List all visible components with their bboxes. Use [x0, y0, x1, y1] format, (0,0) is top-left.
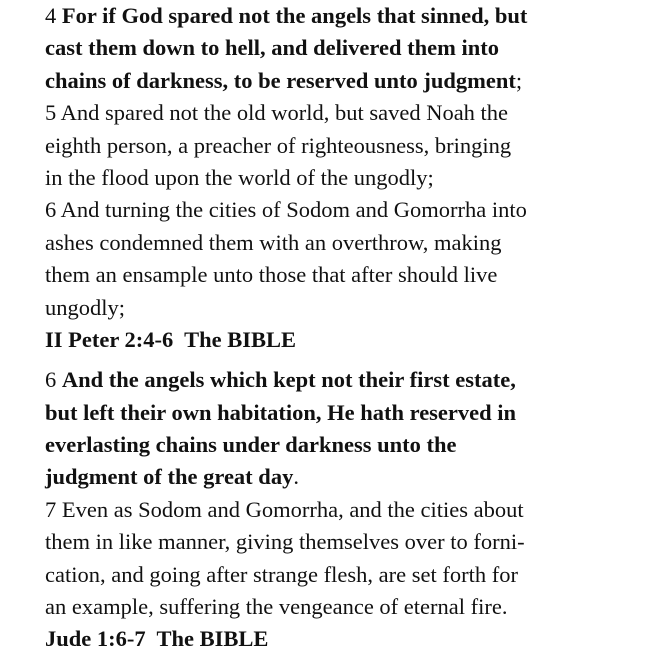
verse-line: cation, and going after strange flesh, are set forth for: [45, 561, 518, 587]
verse-line: them an ensample unto those that after should live: [45, 262, 498, 288]
verse-line: judgment of the great day.: [45, 464, 299, 490]
verse-line: everlasting chains under darkness unto the: [45, 432, 457, 458]
verse-line: 6 And turning the cities of Sodom and Gomorrha into: [45, 197, 527, 223]
verse-line: ashes condemned them with an overthrow, making: [45, 229, 502, 255]
verse-line: 5 And spared not the old world, but saved Noah the: [45, 100, 509, 126]
verse-line: ungodly;: [45, 294, 126, 320]
passage-spacer: [45, 356, 645, 364]
scripture-page: [45, 0, 645, 656]
verse-line: cast them down to hell, and delivered them into: [45, 35, 499, 61]
verse-line: eighth person, a preacher of righteousness, bringing: [45, 132, 512, 158]
verse-line: chains of darkness, to be reserved unto judgment;: [45, 67, 523, 93]
passage-reference: II Peter 2:4-6 The BIBLE: [45, 326, 297, 352]
passage-reference: Jude 1:6-7 The BIBLE: [45, 626, 269, 652]
passage-peter: [45, 0, 645, 356]
verse-line: but left their own habitation, He hath reserved in: [45, 399, 517, 425]
verse-line: 7 Even as Sodom and Gomorrha, and the cities about: [45, 496, 524, 522]
verse-line: 6 And the angels which kept not their first estate,: [45, 367, 516, 393]
verse-line: in the flood upon the world of the ungodly;: [45, 164, 434, 190]
verse-line: them in like manner, giving themselves over to forni-: [45, 529, 525, 555]
verse-line: 4 For if God spared not the angels that sinned, but: [45, 3, 528, 28]
verse-line: an example, suffering the vengeance of eternal fire.: [45, 594, 508, 620]
passage-jude: [45, 364, 645, 656]
